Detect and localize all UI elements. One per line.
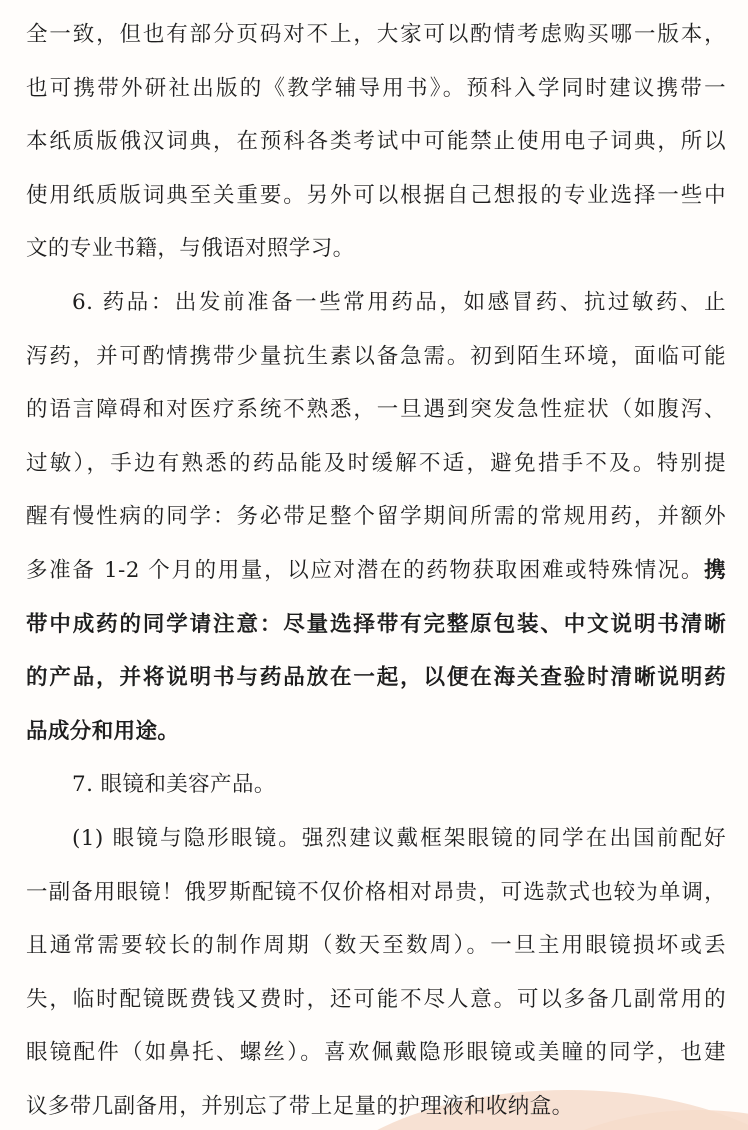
text-line: 议多带几副备用，并别忘了带上足量的护理液和收纳盒。 <box>26 1093 574 1119</box>
text-line: 的语言障碍和对医疗系统不熟悉，一旦遇到突发急性症状（如腹泻、 <box>26 397 726 423</box>
text-line: 文的专业书籍，与俄语对照学习。 <box>26 236 355 262</box>
text-line: 醒有慢性病的同学：务必带足整个留学期间所需的常规用药，并额外 <box>26 504 726 530</box>
subsection-heading-glasses: (1) 眼镜与隐形眼镜。强烈建议戴框架眼镜的同学在出国前配好 <box>72 825 726 851</box>
text-line-bold: 品成分和用途。 <box>26 718 180 744</box>
text-line: 眼镜配件（如鼻托、螺丝）。喜欢佩戴隐形眼镜或美瞳的同学，也建 <box>26 1040 726 1066</box>
text-line: 泻药，并可酌情携带少量抗生素以备急需。初到陌生环境，面临可能 <box>26 343 726 369</box>
text-line: 本纸质版俄汉词典，在预科各类考试中可能禁止使用电子词典，所以 <box>26 129 726 155</box>
text-normal: 多准备 1-2 个月的用量，以应对潜在的药物获取困难或特殊情况。 <box>26 557 705 583</box>
text-line-mixed <box>26 544 726 598</box>
text-line: 全一致，但也有部分页码对不上，大家可以酌情考虑购买哪一版本， <box>26 22 726 47</box>
text-line: 失，临时配镜既费钱又费时，还可能不尽人意。可以多备几副常用的 <box>26 986 726 1012</box>
text-line: 使用纸质版词典至关重要。另外可以根据自己想报的专业选择一些中 <box>26 182 726 208</box>
section-heading-glasses: 7. 眼镜和美容产品。 <box>72 772 276 798</box>
text-line-bold: 带中成药的同学请注意：尽量选择带有完整原包装、中文说明书清晰 <box>26 611 726 637</box>
text-line: 过敏），手边有熟悉的药品能及时缓解不适，避免措手不及。特别提 <box>26 450 726 476</box>
text-line: 也可携带外研社出版的《教学辅导用书》。预科入学同时建议携带一 <box>26 75 726 101</box>
document-body <box>26 8 726 1130</box>
text-line: 一副备用眼镜！俄罗斯配镜不仅价格相对昂贵，可选款式也较为单调， <box>26 879 726 905</box>
text-line: 且通常需要较长的制作周期（数天至数周）。一旦主用眼镜损坏或丢 <box>26 933 726 959</box>
section-heading-medicine: 6. 药品：出发前准备一些常用药品，如感冒药、抗过敏药、止 <box>72 289 726 315</box>
text-line-bold: 的产品，并将说明书与药品放在一起，以便在海关查验时清晰说明药 <box>26 665 726 691</box>
text-bold: 携 <box>704 557 726 583</box>
